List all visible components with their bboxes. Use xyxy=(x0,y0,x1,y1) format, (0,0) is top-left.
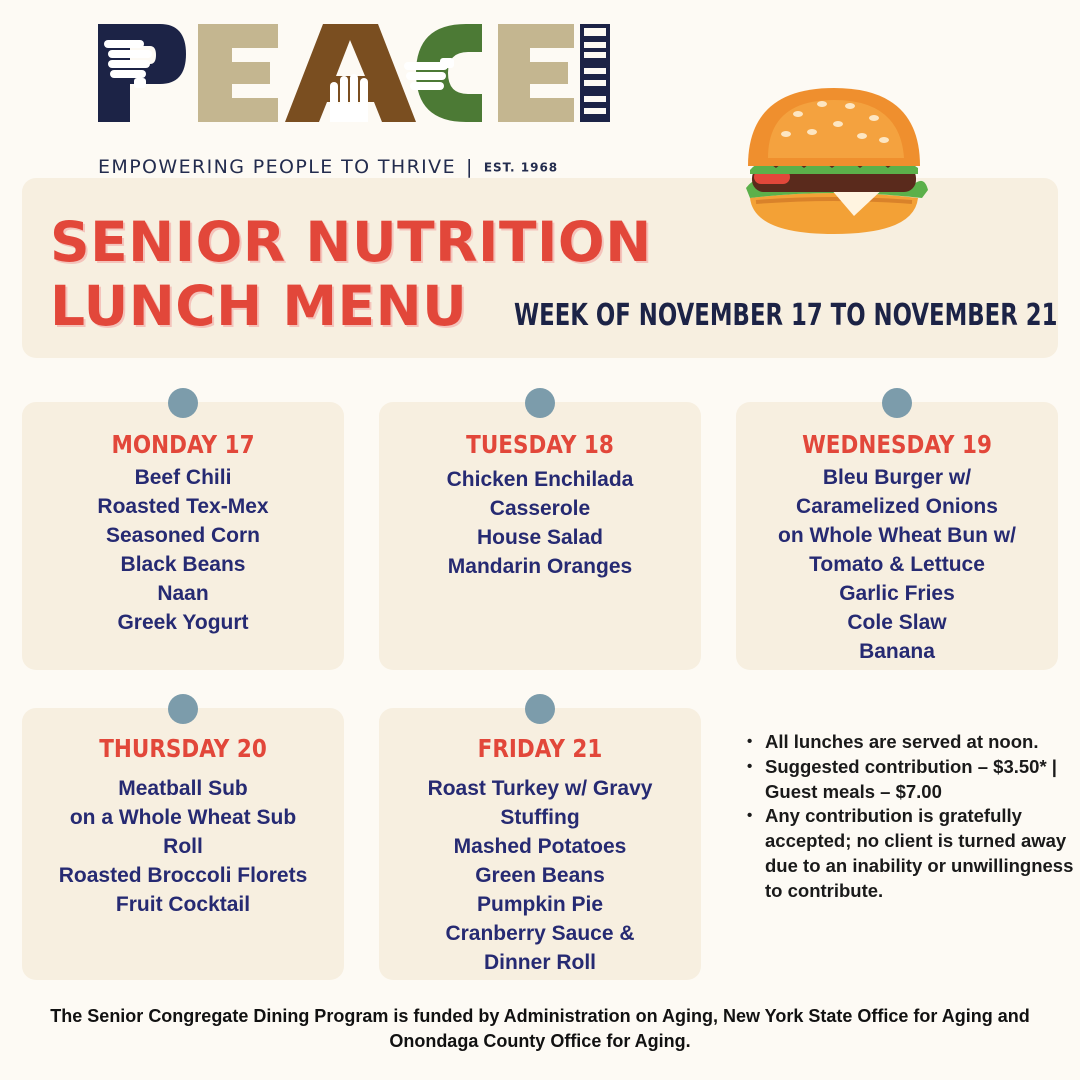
menu-item: Mashed Potatoes xyxy=(453,835,627,858)
day-heading-tuesday: TUESDAY 18 xyxy=(466,430,614,459)
day-heading-friday: FRIDAY 21 xyxy=(477,734,603,763)
menu-item: Roll xyxy=(163,835,203,858)
menu-list-monday xyxy=(22,463,344,637)
note-item: • Any contribution is gratefully accepted; no client is turned away due to an inability or unwillingness to contribute. xyxy=(765,804,1075,903)
logo-wordmark-icon xyxy=(98,24,610,122)
menu-item: Black Beans xyxy=(120,553,246,576)
menu-item: Seasoned Corn xyxy=(105,524,261,547)
pin-icon xyxy=(882,388,912,418)
day-card-wednesday xyxy=(736,402,1058,670)
week-range: WEEK OF NOVEMBER 17 TO NOVEMBER 21 xyxy=(514,298,1058,333)
menu-item: on Whole Wheat Bun w/ xyxy=(778,524,1016,547)
day-card-thursday xyxy=(22,708,344,980)
day-card-monday xyxy=(22,402,344,670)
funding-footer: The Senior Congregate Dining Program is funded by Administration on Aging, New York State Office for Aging and Onondaga County Office for Aging. xyxy=(50,1006,1030,1051)
menu-item: Roasted Broccoli Florets xyxy=(58,864,308,887)
menu-item: House Salad xyxy=(476,526,604,549)
established-year: EST. 1968 xyxy=(483,160,559,175)
menu-list-friday xyxy=(379,774,701,977)
day-card-friday xyxy=(379,708,701,980)
menu-item: Garlic Fries xyxy=(839,582,955,605)
burger-icon xyxy=(738,70,930,240)
menu-item: Dinner Roll xyxy=(483,951,596,974)
menu-item: Green Beans xyxy=(475,864,605,887)
peace-inc-logo xyxy=(98,24,618,178)
menu-item: Fruit Cocktail xyxy=(115,893,251,916)
menu-item: Banana xyxy=(859,640,935,663)
menu-item: Greek Yogurt xyxy=(117,611,249,634)
notes-list xyxy=(745,730,1075,904)
menu-item: Caramelized Onions xyxy=(796,495,998,518)
menu-item: Beef Chili xyxy=(134,466,232,489)
day-heading-thursday: THURSDAY 20 xyxy=(99,734,267,763)
menu-item: Stuffing xyxy=(500,806,580,829)
day-card-tuesday xyxy=(379,402,701,670)
day-heading-wednesday: WEDNESDAY 19 xyxy=(802,430,992,459)
logo-tagline-row xyxy=(98,154,558,181)
pin-icon xyxy=(525,694,555,724)
menu-item: on a Whole Wheat Sub xyxy=(69,806,297,829)
note-item: • All lunches are served at noon. xyxy=(765,730,1075,755)
pin-icon xyxy=(168,694,198,724)
title-line-1: SENIOR NUTRITION xyxy=(50,210,652,274)
pin-icon xyxy=(525,388,555,418)
menu-item: Roast Turkey w/ Gravy xyxy=(427,777,653,800)
note-item: • Suggested contribution – $3.50* | Guest meals – $7.00 xyxy=(765,755,1075,805)
tagline-separator: | xyxy=(466,156,474,178)
menu-item: Meatball Sub xyxy=(118,777,248,800)
menu-item: Roasted Tex-Mex xyxy=(97,495,269,518)
menu-list-tuesday xyxy=(379,465,701,581)
menu-list-thursday xyxy=(22,774,344,919)
menu-item: Mandarin Oranges xyxy=(447,555,633,578)
title-line-2: LUNCH MENU xyxy=(50,274,468,338)
menu-item: Pumpkin Pie xyxy=(476,893,604,916)
menu-item: Cranberry Sauce & xyxy=(445,922,635,945)
day-heading-monday: MONDAY 17 xyxy=(111,430,255,459)
menu-item: Bleu Burger w/ xyxy=(822,466,972,489)
menu-item: Tomato & Lettuce xyxy=(809,553,985,576)
menu-item: Casserole xyxy=(489,497,591,520)
menu-item: Cole Slaw xyxy=(847,611,947,634)
tagline: EMPOWERING PEOPLE TO THRIVE xyxy=(98,156,456,178)
pin-icon xyxy=(168,388,198,418)
menu-item: Naan xyxy=(157,582,209,605)
menu-item: Chicken Enchilada xyxy=(446,468,634,491)
menu-list-wednesday xyxy=(736,463,1058,666)
